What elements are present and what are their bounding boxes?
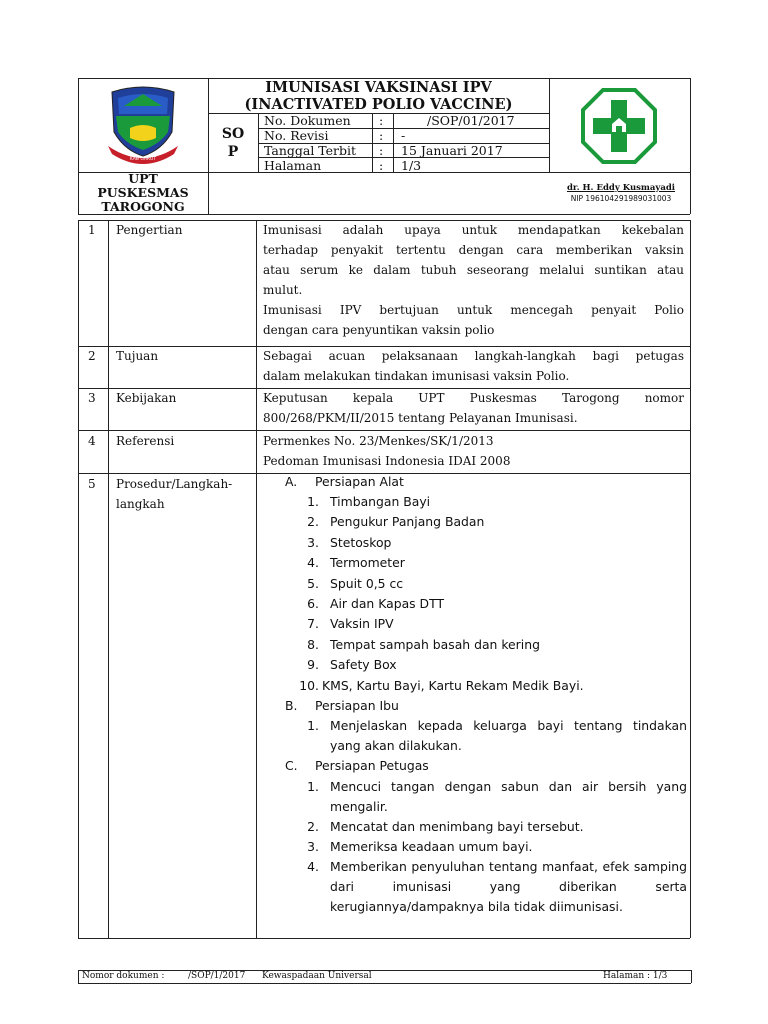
list-item	[263, 676, 687, 696]
item-text-line: dari imunisasi yang diberikan serta	[330, 879, 687, 895]
section-letter: B.	[285, 697, 298, 713]
list-item	[263, 614, 687, 634]
list-item	[263, 533, 687, 553]
kebijakan-text	[263, 388, 684, 428]
meta-label-tanggal: Tanggal Terbit	[264, 143, 357, 158]
item-number: 5.	[307, 575, 319, 591]
row-number: 5	[88, 477, 96, 491]
text-line: Permenkes No. 23/Menkes/SK/1/2013	[263, 434, 494, 448]
text-line: Pedoman Imunisasi Indonesia IDAI 2008	[263, 454, 511, 468]
footer-doc-title: Kewaspadaan Universal	[262, 971, 372, 981]
item-text: Pengukur Panjang Badan	[330, 514, 485, 530]
meta-separators	[379, 113, 383, 173]
footer-doc-number: /SOP/1/2017	[188, 971, 246, 981]
row-label-prosedur	[116, 474, 232, 514]
item-number: 10.	[299, 677, 319, 693]
row-label-kebijakan: Kebijakan	[116, 391, 177, 405]
footer-doc-label: Nomor dokumen :	[82, 971, 165, 981]
item-text-line: kerugiannya/dampaknya bila tidak diimunisasi.	[330, 899, 623, 915]
list-item	[263, 716, 687, 756]
row-number: 2	[88, 349, 96, 363]
list-item	[263, 553, 687, 573]
document-title	[208, 79, 549, 113]
item-number: 6.	[307, 595, 319, 611]
text-line: Sebagai acuan pelaksanaan langkah-langkah bagi petugas	[263, 349, 684, 363]
procedure-list	[263, 472, 687, 917]
meta-labels	[264, 113, 356, 173]
meta-label-revisi: No. Revisi	[264, 128, 329, 143]
list-item	[263, 492, 687, 512]
meta-label-dokumen: No. Dokumen	[264, 113, 351, 128]
item-number: 1.	[307, 718, 319, 734]
item-number: 4.	[307, 555, 319, 571]
item-number: 1.	[307, 494, 319, 509]
item-number: 4.	[307, 859, 319, 875]
text-line: atau serum ke dalam tubuh seseorang melalui suntikan atau	[263, 263, 684, 277]
text-line: Imunisasi IPV bertujuan untuk mencegah penyait Polio	[263, 303, 684, 317]
item-number: 3.	[307, 534, 319, 550]
footer-page-number: Halaman : 1/3	[603, 971, 668, 981]
row-number: 1	[88, 223, 96, 237]
text-line: Imunisasi adalah upaya untuk mendapatkan kekebalan	[263, 223, 684, 237]
list-item	[263, 817, 687, 837]
item-text: Tempat sampah basah dan kering	[330, 636, 540, 652]
meta-value-revisi: -	[401, 128, 406, 143]
meta-sep: :	[379, 158, 384, 173]
meta-values	[401, 113, 515, 173]
regency-logo	[102, 84, 184, 166]
section-letter: C.	[285, 758, 298, 774]
list-item	[263, 594, 687, 614]
item-text: Air dan Kapas DTT	[330, 595, 445, 611]
section-a-items	[263, 492, 687, 696]
list-item	[263, 857, 687, 917]
section-b-heading	[263, 696, 687, 716]
item-number: 1.	[307, 778, 319, 794]
meta-label-halaman: Halaman	[264, 158, 322, 173]
title-line-2: (INACTIVATED POLIO VACCINE)	[244, 96, 513, 113]
sop-line-1: SO	[221, 126, 245, 142]
row-number: 3	[88, 391, 96, 405]
item-text-line: Mencuci tangan dengan sabun dan air bersih yang	[330, 778, 687, 794]
signer-name: dr. H. Eddy Kusmayadi	[566, 183, 676, 193]
meta-value-halaman: 1/3	[401, 158, 422, 173]
item-text: Termometer	[330, 555, 405, 571]
list-item	[263, 777, 687, 817]
tujuan-text	[263, 346, 684, 386]
meta-sep: :	[379, 113, 384, 128]
item-text: Spuit 0,5 cc	[330, 575, 404, 591]
logo-ribbon-text: KAB GARUT	[129, 157, 157, 162]
list-item	[263, 837, 687, 857]
text-line: dalam melakukan tindakan imunisasi vaksin Polio.	[263, 369, 570, 383]
text-line: dengan cara penyuntikan vaksin polio	[263, 323, 495, 337]
section-title: Persiapan Alat	[315, 474, 404, 489]
item-text-line: Memberikan penyuluhan tentang manfaat, efek samping	[330, 859, 687, 875]
item-text-line: yang akan dilakukan.	[330, 738, 462, 754]
meta-value-dokumen: /SOP/01/2017	[427, 113, 515, 128]
row-label-referensi: Referensi	[116, 434, 175, 448]
meta-sep: :	[379, 143, 384, 158]
sop-label	[208, 125, 258, 161]
org-line-1: UPT	[128, 171, 158, 186]
item-text: Stetoskop	[330, 534, 392, 550]
signer-block	[556, 183, 686, 203]
row-label-tujuan: Tujuan	[116, 349, 159, 363]
item-number: 9.	[307, 657, 319, 673]
referensi-text	[263, 431, 684, 471]
text-line: Keputusan kepala UPT Puskesmas Tarogong nomor	[263, 391, 684, 405]
section-c-heading	[263, 756, 687, 776]
item-text: Mencatat dan menimbang bayi tersebut.	[330, 818, 584, 834]
item-text: Timbangan Bayi	[330, 494, 431, 509]
row-number: 4	[88, 434, 96, 448]
text-line: terhadap penyakit tertentu dengan cara memberikan vaksin	[263, 243, 684, 257]
list-item	[263, 512, 687, 532]
item-text: Vaksin IPV	[330, 616, 394, 632]
label-line: Prosedur/Langkah-	[116, 477, 233, 491]
row-label-pengertian: Pengertian	[116, 223, 183, 237]
item-number: 7.	[307, 616, 319, 632]
org-line-2: PUSKESMAS	[97, 185, 189, 200]
sop-line-2: P	[227, 144, 239, 160]
list-item	[263, 635, 687, 655]
item-number: 8.	[307, 636, 319, 652]
list-item	[263, 655, 687, 675]
item-number: 3.	[307, 839, 319, 855]
organization-name	[78, 172, 208, 214]
item-number: 2.	[307, 818, 319, 834]
section-letter: A.	[285, 474, 298, 489]
item-text: KMS, Kartu Bayi, Kartu Rekam Medik Bayi.	[322, 677, 584, 693]
org-line-3: TAROGONG	[101, 199, 185, 214]
item-text-line: mengalir.	[330, 798, 388, 814]
label-line: langkah	[116, 497, 165, 511]
text-line: 800/268/PKM/II/2015 tentang Pelayanan Imunisasi.	[263, 411, 578, 425]
meta-value-tanggal: 15 Januari 2017	[401, 143, 503, 158]
meta-sep: :	[379, 128, 384, 143]
item-text: Safety Box	[330, 657, 397, 673]
signer-nip: NIP 196104291989031003	[570, 194, 672, 203]
item-number: 2.	[307, 514, 319, 530]
item-text-line: Menjelaskan kepada keluarga bayi tentang tindakan	[330, 718, 687, 734]
list-item	[263, 574, 687, 594]
section-title: Persiapan Petugas	[315, 758, 429, 774]
section-a-heading	[263, 472, 687, 492]
text-line: mulut.	[263, 283, 303, 297]
puskesmas-logo	[581, 88, 657, 164]
pengertian-text	[263, 220, 684, 340]
title-line-1: IMUNISASI VAKSINASI IPV	[265, 79, 492, 96]
section-title: Persiapan Ibu	[315, 697, 399, 713]
item-text: Memeriksa keadaan umum bayi.	[330, 839, 533, 855]
